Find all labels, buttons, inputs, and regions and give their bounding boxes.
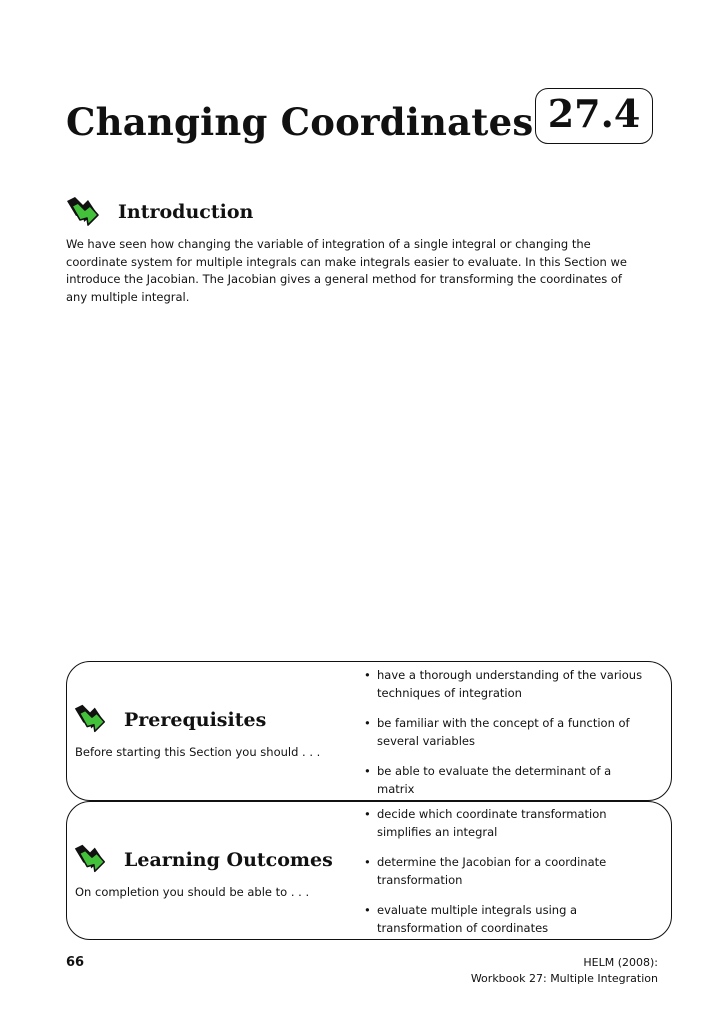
bullet-text: determine the Jacobian for a coordinate <box>377 855 607 869</box>
arrow-icon <box>72 840 110 878</box>
introduction-heading: Introduction <box>118 201 254 223</box>
bullet-text: simplifies an integral <box>377 824 498 839</box>
bullet-text: several variables <box>377 733 475 748</box>
bullet-icon: • <box>364 903 371 917</box>
bullet-icon: • <box>364 716 371 730</box>
bullet-icon: • <box>364 764 371 778</box>
list-item <box>364 715 630 750</box>
list-item <box>364 806 607 841</box>
list-item <box>364 854 606 889</box>
arrow-icon <box>72 700 110 738</box>
list-item <box>364 902 577 937</box>
introduction-text <box>66 236 662 306</box>
bullet-text: evaluate multiple integrals using a <box>377 903 578 917</box>
intro-line: We have seen how changing the variable of integration of a single integral or changing the <box>66 237 591 251</box>
list-item <box>364 763 611 798</box>
intro-line: introduce the Jacobian. The Jacobian gives a general method for transforming the coordinates of <box>66 272 622 286</box>
bullet-text: have a thorough understanding of the various <box>377 668 643 682</box>
bullet-text: transformation <box>377 872 463 887</box>
page-title: Changing Coordinates <box>66 100 534 144</box>
bullet-text: matrix <box>377 781 415 796</box>
section-number: 27.4 <box>547 91 641 136</box>
bullet-text: be able to evaluate the determinant of a <box>377 764 612 778</box>
footer <box>471 955 658 987</box>
footer-workbook: Workbook 27: Multiple Integration <box>470 972 658 985</box>
arrow-icon <box>64 192 104 232</box>
bullet-icon: • <box>364 668 371 682</box>
prerequisites-subtext: Before starting this Section you should . . . <box>75 745 321 759</box>
bullet-text: be familiar with the concept of a function of <box>377 716 630 730</box>
bullet-text: techniques of integration <box>377 685 522 700</box>
list-item <box>364 667 642 702</box>
intro-line: any multiple integral. <box>66 289 190 304</box>
learning-outcomes-subtext: On completion you should be able to . . . <box>75 885 310 899</box>
page-number: 66 <box>66 955 85 970</box>
bullet-icon: • <box>364 855 371 869</box>
bullet-text: decide which coordinate transformation <box>377 807 607 821</box>
learning-outcomes-heading: Learning Outcomes <box>124 849 333 871</box>
prerequisites-heading: Prerequisites <box>124 709 267 731</box>
footer-publisher: HELM (2008): <box>583 956 658 969</box>
bullet-text: transformation of coordinates <box>377 920 549 935</box>
bullet-icon: • <box>364 807 371 821</box>
intro-line: coordinate system for multiple integrals can make integrals easier to evaluate. In this Section we <box>66 254 627 269</box>
